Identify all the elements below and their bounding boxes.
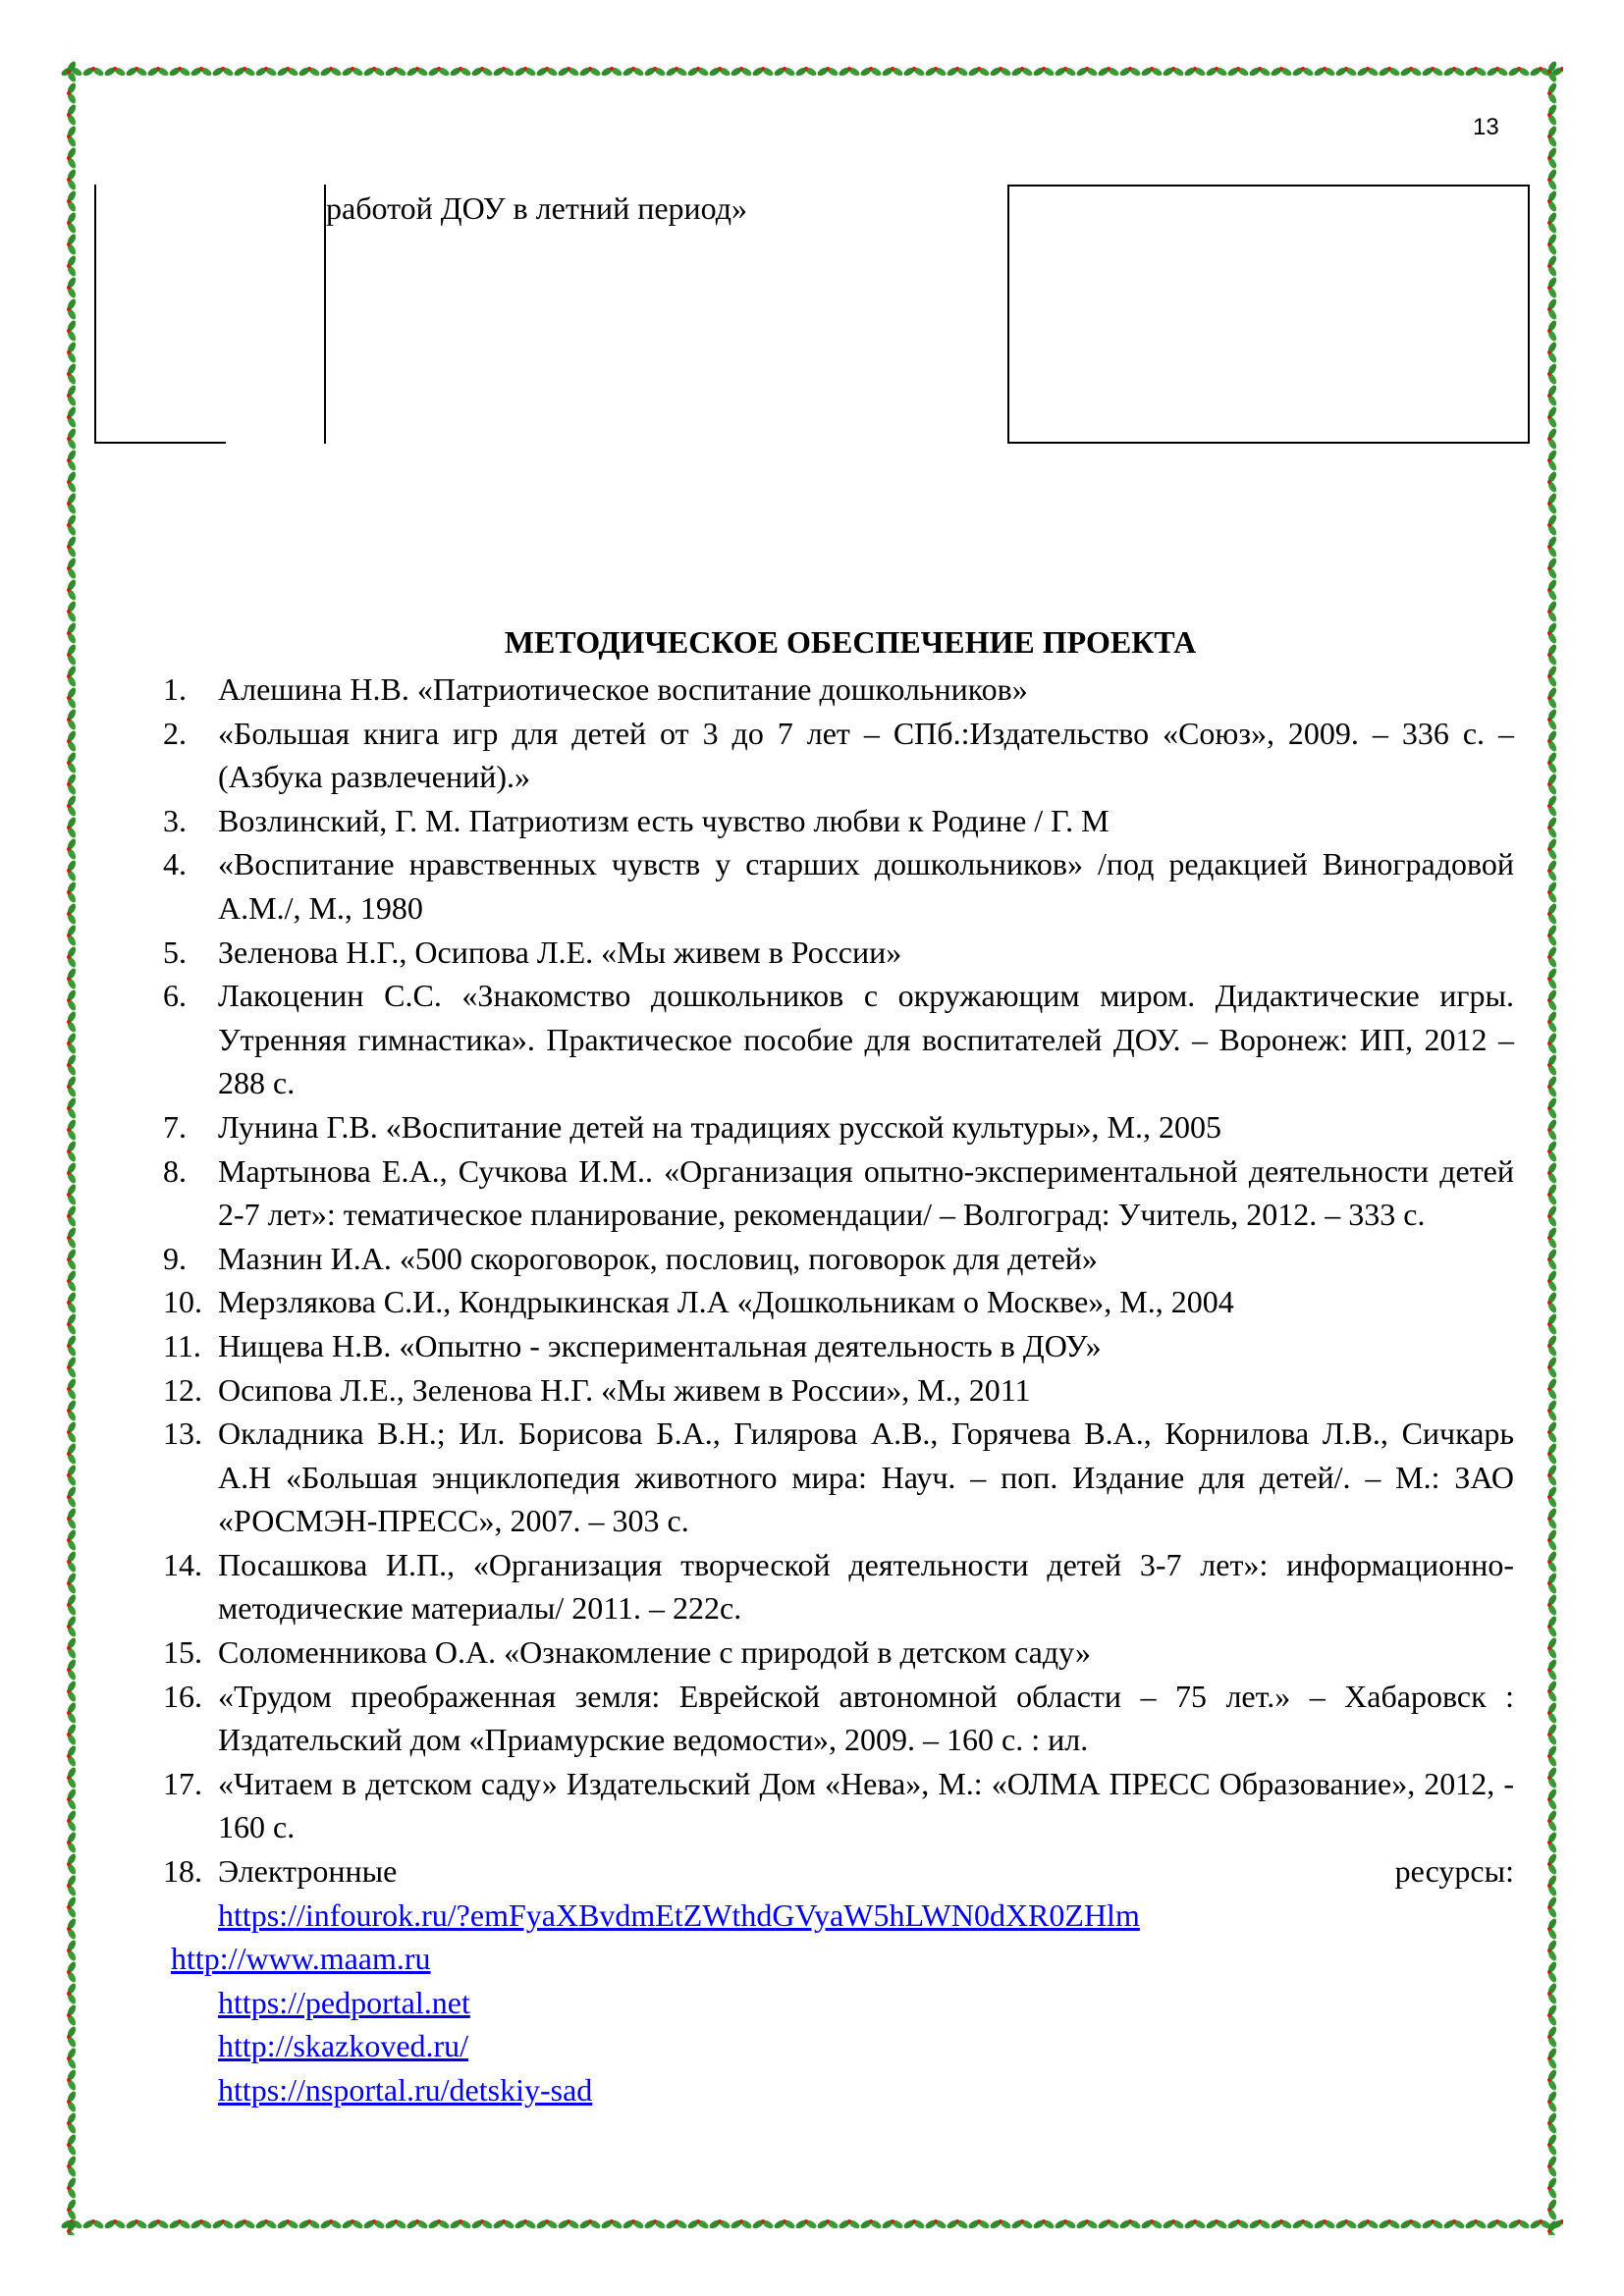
table-border-bottom-right bbox=[1007, 442, 1530, 444]
list-item-text: Посашкова И.П., «Организация творческой деятельности детей 3-7 лет»: информационно-методические материалы/ 2011. – 222с. bbox=[218, 1546, 1514, 1627]
holly-border-bottom bbox=[61, 2214, 1563, 2235]
list-item-text: Окладника В.Н.; Ил. Борисова Б.А., Гилярова А.В., Горячева В.А., Корнилова Л.В., Сичкарь А.Н «Большая энциклопедия животного мира: Науч. – поп. Издание для детей/. – М.: ЗАО «РОСМЭН-ПРЕСС», 2007. – 303 с. bbox=[218, 1415, 1514, 1539]
list-item-text: «Трудом преображенная земля: Еврейской автономной области – 75 лет.» – Хабаровск : Издательский дом «Приамурские ведомости», 2009. – 160 с. : ил. bbox=[218, 1678, 1514, 1758]
table-divider-2 bbox=[1007, 185, 1009, 444]
section-title: МЕТОДИЧЕСКОЕ ОБЕСПЕЧЕНИЕ ПРОЕКТА bbox=[504, 624, 1197, 660]
list-item bbox=[163, 1412, 1514, 1543]
list-item-text: «Большая книга игр для детей от 3 до 7 лет – СПб.:Издательство «Союз», 2009. – 336 с. – (Азбука развлечений).» bbox=[218, 715, 1514, 795]
holly-border-top bbox=[61, 61, 1563, 82]
list-number: 18. bbox=[163, 1853, 202, 1890]
list-item-text: Мерзлякова С.И., Кондрыкинская Л.А «Дошкольникам о Москве», М., 2004 bbox=[218, 1284, 1234, 1320]
list-item bbox=[163, 799, 1514, 843]
list-item-text: Лунина Г.В. «Воспитание детей на традициях русской культуры», М., 2005 bbox=[218, 1108, 1221, 1145]
bibliography-list bbox=[163, 667, 1514, 2112]
holly-pattern-icon bbox=[61, 2214, 1563, 2235]
resource-link-infourok[interactable]: https://infourok.ru/?emFyaXBvdmEtZWthdGVyaW5hLWN0dXR0ZHlm bbox=[218, 1896, 1140, 1933]
resource-link-maam[interactable]: http://www.maam.ru bbox=[171, 1941, 431, 1977]
list-item bbox=[163, 1237, 1514, 1281]
table-cell-text: работой ДОУ в летний период» bbox=[326, 190, 747, 226]
list-number: 11. bbox=[163, 1327, 201, 1363]
list-number: 12. bbox=[163, 1371, 202, 1408]
holly-pattern-icon bbox=[61, 61, 82, 2235]
list-item-text: «Воспитание нравственных чувств у старших дошкольников» /под редакцией Виноградовой А.М./, М., 1980 bbox=[218, 846, 1514, 926]
list-number: 17. bbox=[163, 1765, 202, 1801]
resource-link-skazkoved[interactable]: http://skazkoved.ru/ bbox=[218, 2028, 469, 2064]
list-number: 4. bbox=[163, 846, 187, 882]
list-item-text: Мартынова Е.А., Сучкова И.М.. «Организация опытно-экспериментальной деятельности детей 2-7 лет»: тематическое планирование, рекомендации/ – Волгоград: Учитель, 2012. – 333 с. bbox=[218, 1152, 1514, 1233]
table-fragment bbox=[94, 185, 1530, 444]
list-item-text: Нищева Н.В. «Опытно - экспериментальная деятельность в ДОУ» bbox=[218, 1327, 1102, 1363]
list-number: 8. bbox=[163, 1152, 187, 1189]
page-number: 13 bbox=[1473, 114, 1499, 140]
table-border-top-right bbox=[1007, 185, 1530, 187]
list-number: 16. bbox=[163, 1678, 202, 1714]
list-item bbox=[163, 1368, 1514, 1413]
list-item bbox=[163, 1149, 1514, 1237]
list-number: 13. bbox=[163, 1415, 202, 1452]
list-item bbox=[163, 1105, 1514, 1149]
resources-item bbox=[163, 1849, 1514, 2112]
holly-border-right bbox=[1542, 61, 1563, 2235]
list-item-text: Возлинский, Г. М. Патриотизм есть чувство любви к Родине / Г. М bbox=[218, 802, 1110, 838]
list-number: 6. bbox=[163, 978, 187, 1014]
list-number: 5. bbox=[163, 934, 187, 970]
resource-link-nsportal[interactable]: https://nsportal.ru/detskiy-sad bbox=[218, 2072, 593, 2108]
list-item bbox=[163, 1675, 1514, 1762]
holly-border-left bbox=[61, 61, 82, 2235]
resources-label-right: ресурсы: bbox=[1394, 1853, 1514, 1890]
list-item bbox=[163, 1543, 1514, 1630]
list-number: 9. bbox=[163, 1240, 187, 1276]
list-item bbox=[163, 1324, 1514, 1368]
list-item-text: Лакоценин С.С. «Знакомство дошкольников с окружающим миром. Дидактические игры. Утренняя гимнастика». Практическое пособие для воспитателей ДОУ. – Воронеж: ИП, 2012 – 288 с. bbox=[218, 978, 1514, 1101]
list-item bbox=[163, 931, 1514, 975]
list-item bbox=[163, 1630, 1514, 1675]
holly-pattern-icon bbox=[61, 61, 1563, 82]
list-item bbox=[163, 1762, 1514, 1849]
table-border-right bbox=[1528, 185, 1530, 444]
list-item-text: Соломенникова О.А. «Ознакомление с природой в детском саду» bbox=[218, 1634, 1091, 1671]
list-number: 1. bbox=[163, 671, 187, 707]
list-number: 15. bbox=[163, 1634, 202, 1671]
list-item bbox=[163, 712, 1514, 799]
table-border-bottom-left bbox=[94, 442, 226, 444]
list-item bbox=[163, 1280, 1514, 1324]
list-number: 7. bbox=[163, 1108, 187, 1145]
list-item-text: «Читаем в детском саду» Издательский Дом «Нева», М.: «ОЛМА ПРЕСС Образование», 2012, - 160 с. bbox=[218, 1765, 1514, 1845]
holly-pattern-icon bbox=[1542, 61, 1563, 2235]
list-item bbox=[163, 842, 1514, 930]
resource-link-pedportal[interactable]: https://pedportal.net bbox=[218, 1984, 470, 2020]
list-item bbox=[163, 667, 1514, 712]
list-item-text: Зеленова Н.Г., Осипова Л.Е. «Мы живем в России» bbox=[218, 934, 902, 970]
list-number: 2. bbox=[163, 715, 187, 751]
list-item-text: Алешина Н.В. «Патриотическое воспитание дошкольников» bbox=[218, 671, 1028, 707]
list-number: 10. bbox=[163, 1284, 202, 1320]
list-item-text: Осипова Л.Е., Зеленова Н.Г. «Мы живем в России», М., 2011 bbox=[218, 1371, 1031, 1408]
resources-label-left: Электронные bbox=[218, 1853, 398, 1890]
list-number: 3. bbox=[163, 802, 187, 838]
list-item bbox=[163, 974, 1514, 1105]
list-item-text: Мазнин И.А. «500 скороговорок, пословиц, поговорок для детей» bbox=[218, 1240, 1098, 1276]
table-border-left bbox=[94, 185, 96, 444]
list-number: 14. bbox=[163, 1546, 202, 1582]
